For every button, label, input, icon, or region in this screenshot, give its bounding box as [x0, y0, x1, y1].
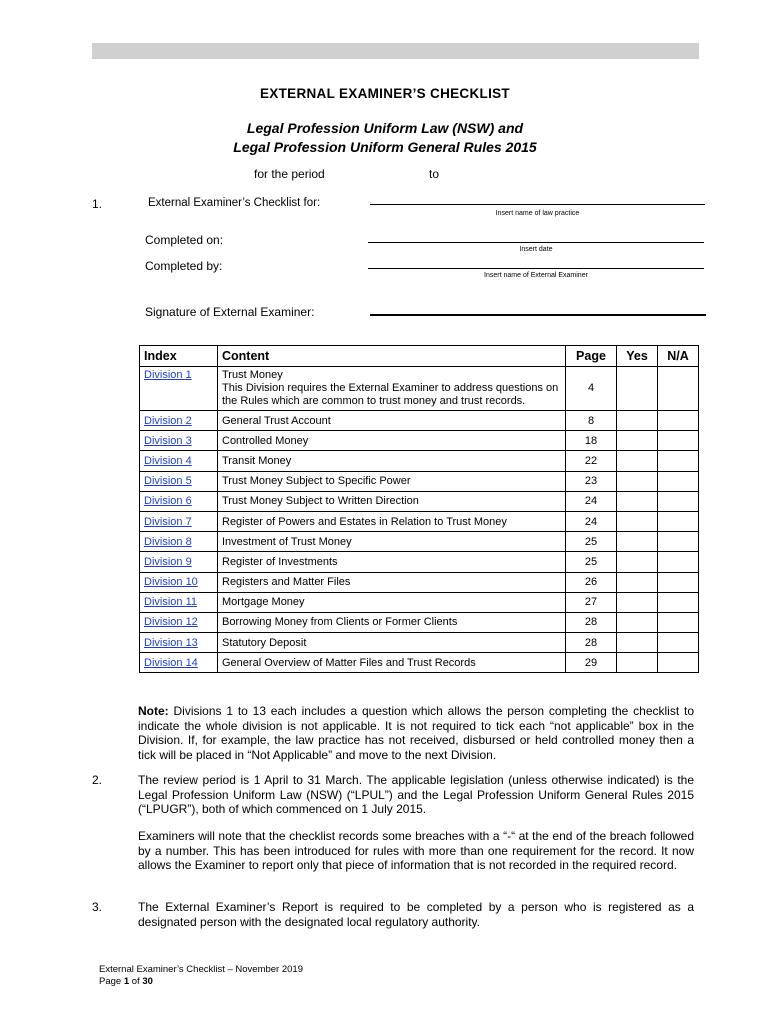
- content-title: Trust Money: [222, 369, 283, 381]
- content-cell: Controlled Money: [218, 431, 566, 451]
- table-row: [140, 451, 699, 471]
- yes-cell[interactable]: [617, 451, 658, 471]
- division-link[interactable]: Division 3: [144, 434, 192, 447]
- content-cell: Investment of Trust Money: [218, 532, 566, 552]
- content-cell: [218, 367, 566, 411]
- page-prefix: Page: [99, 976, 122, 987]
- subtitle-line-1: Legal Profession Uniform Law (NSW) and: [246, 120, 524, 136]
- period-label: for the period: [254, 167, 325, 181]
- index-cell: [140, 491, 218, 511]
- completed-by-field[interactable]: [368, 268, 704, 269]
- na-cell[interactable]: [658, 572, 699, 592]
- yes-cell[interactable]: [617, 367, 658, 411]
- division-link[interactable]: Division 6: [144, 495, 192, 508]
- yes-cell[interactable]: [617, 612, 658, 632]
- division-link[interactable]: Division 11: [144, 596, 197, 609]
- completed-by-label: Completed by:: [145, 259, 223, 273]
- content-description: This Division requires the External Examiner to address questions on the Rules which are common to trust money and trust records.: [222, 382, 559, 407]
- table-row: [140, 612, 699, 632]
- index-header: Index: [140, 346, 218, 367]
- yes-cell[interactable]: [617, 592, 658, 612]
- examiner-hint: Insert name of External Examiner: [484, 272, 588, 279]
- table-row: [140, 552, 699, 572]
- yes-cell[interactable]: [617, 633, 658, 653]
- division-link[interactable]: Division 1: [144, 369, 192, 381]
- division-link[interactable]: Division 14: [144, 656, 198, 669]
- page-cell: 22: [566, 451, 617, 471]
- index-cell: [140, 451, 218, 471]
- na-cell[interactable]: [658, 532, 699, 552]
- signature-label: Signature of External Examiner:: [145, 305, 315, 319]
- na-cell[interactable]: [658, 552, 699, 572]
- index-cell: [140, 552, 218, 572]
- table-row: [140, 431, 699, 451]
- yes-cell[interactable]: [617, 471, 658, 491]
- index-cell: [140, 471, 218, 491]
- table-row: [140, 491, 699, 511]
- index-cell: [140, 572, 218, 592]
- yes-cell[interactable]: [617, 411, 658, 431]
- law-practice-hint: Insert name of law practice: [495, 210, 580, 217]
- completed-on-label: Completed on:: [145, 233, 224, 247]
- na-cell[interactable]: [658, 491, 699, 511]
- division-link[interactable]: Division 13: [144, 636, 198, 649]
- index-cell: [140, 612, 218, 632]
- content-cell: Transit Money: [218, 451, 566, 471]
- yes-cell[interactable]: [617, 491, 658, 511]
- section-2-paragraph-2: Examiners will note that the checklist records some breaches with a “-“ at the end of the breach followed by a number. This has been introduced for rules with more than one requirement for the record. It now allows the Examiner to report only that piece of information that is not recorded in the required record.: [138, 829, 694, 872]
- yes-cell[interactable]: [617, 511, 658, 531]
- yes-header: Yes: [617, 346, 658, 367]
- content-cell: Trust Money Subject to Specific Power: [218, 471, 566, 491]
- na-cell[interactable]: [658, 451, 699, 471]
- note-text: Divisions 1 to 13 each includes a question which allows the person completing the checklist to indicate the whole division is not applicable. It is not required to tick each “not applicable” box in the Division. If, for example, the law practice has not received, disbursed or held controlled money then a tick will be placed in “Not Applicable” and move to the next Division.: [138, 704, 694, 762]
- content-cell: Mortgage Money: [218, 592, 566, 612]
- content-cell: Register of Investments: [218, 552, 566, 572]
- page-cell: 27: [566, 592, 617, 612]
- division-link[interactable]: Division 7: [144, 515, 192, 528]
- footer-title: External Examiner’s Checklist – November 2019: [99, 964, 303, 975]
- table-row: [140, 367, 699, 411]
- page-cell: 25: [566, 532, 617, 552]
- content-cell: General Overview of Matter Files and Trust Records: [218, 653, 566, 673]
- na-cell[interactable]: [658, 592, 699, 612]
- section-2-number: 2.: [92, 773, 103, 787]
- note-label: Note:: [138, 704, 169, 718]
- table-header-row: [140, 346, 699, 367]
- table-row: [140, 411, 699, 431]
- section-2-paragraph-1: The review period is 1 April to 31 March. The applicable legislation (unless otherwise indicated) is the Legal Profession Uniform Law (NSW) (“LPUL”) and the Legal Profession Uniform General Rules 2015 (“LPUGR”), both of which commenced on 1 July 2015.: [138, 773, 694, 816]
- index-cell: [140, 511, 218, 531]
- na-cell[interactable]: [658, 612, 699, 632]
- note-paragraph: [138, 704, 694, 762]
- division-link[interactable]: Division 10: [144, 576, 198, 589]
- na-cell[interactable]: [658, 411, 699, 431]
- table-row: [140, 532, 699, 552]
- content-cell: Register of Powers and Estates in Relation to Trust Money: [218, 511, 566, 531]
- table-row: [140, 592, 699, 612]
- subtitle-line-2: Legal Profession Uniform General Rules 2015: [233, 139, 537, 155]
- yes-cell[interactable]: [617, 431, 658, 451]
- division-link[interactable]: Division 12: [144, 616, 198, 629]
- content-cell: Statutory Deposit: [218, 633, 566, 653]
- page-cell: 26: [566, 572, 617, 592]
- division-link[interactable]: Division 5: [144, 475, 192, 488]
- table-row: [140, 572, 699, 592]
- index-cell: [140, 367, 218, 411]
- na-cell[interactable]: [658, 511, 699, 531]
- index-cell: [140, 411, 218, 431]
- content-cell: Registers and Matter Files: [218, 572, 566, 592]
- table-row: [140, 471, 699, 491]
- content-cell: Trust Money Subject to Written Direction: [218, 491, 566, 511]
- yes-cell[interactable]: [617, 653, 658, 673]
- yes-cell[interactable]: [617, 572, 658, 592]
- yes-cell[interactable]: [617, 532, 658, 552]
- na-cell[interactable]: [658, 431, 699, 451]
- completed-on-field[interactable]: [368, 242, 704, 243]
- na-cell[interactable]: [658, 653, 699, 673]
- page-cell: 25: [566, 552, 617, 572]
- footer: [99, 964, 303, 988]
- content-cell: Borrowing Money from Clients or Former Clients: [218, 612, 566, 632]
- header-bar: [92, 43, 699, 59]
- section-1-number: 1.: [92, 197, 103, 211]
- page-cell: 24: [566, 491, 617, 511]
- page-total: 30: [142, 976, 153, 987]
- law-practice-field[interactable]: [370, 204, 705, 205]
- index-cell: [140, 653, 218, 673]
- page-cell: 18: [566, 431, 617, 451]
- page-cell: 8: [566, 411, 617, 431]
- to-label: to: [429, 167, 440, 181]
- yes-cell[interactable]: [617, 552, 658, 572]
- document-subtitle: [0, 119, 770, 157]
- division-link[interactable]: Division 9: [144, 555, 192, 568]
- signature-field[interactable]: [370, 314, 706, 316]
- table-row: [140, 653, 699, 673]
- division-link[interactable]: Division 2: [144, 414, 192, 427]
- na-cell[interactable]: [658, 633, 699, 653]
- division-link[interactable]: Division 4: [144, 454, 192, 467]
- date-hint: Insert date: [519, 246, 553, 253]
- page-number: [99, 976, 303, 988]
- page-of: of: [131, 976, 140, 987]
- page-cell: 24: [566, 511, 617, 531]
- index-cell: [140, 592, 218, 612]
- content-header: Content: [218, 346, 566, 367]
- checklist-for-label: External Examiner’s Checklist for:: [148, 197, 321, 209]
- section-3-number: 3.: [92, 900, 103, 914]
- na-header: N/A: [658, 346, 699, 367]
- document-title: EXTERNAL EXAMINER’S CHECKLIST: [260, 86, 510, 101]
- na-cell[interactable]: [658, 367, 699, 411]
- index-cell: [140, 633, 218, 653]
- page-cell: 23: [566, 471, 617, 491]
- na-cell[interactable]: [658, 471, 699, 491]
- page-header: Page: [566, 346, 617, 367]
- page-cell: 29: [566, 653, 617, 673]
- index-cell: [140, 532, 218, 552]
- page-cell: 4: [566, 367, 617, 411]
- index-cell: [140, 431, 218, 451]
- content-cell: General Trust Account: [218, 411, 566, 431]
- division-index-table: [139, 345, 699, 673]
- table-row: [140, 633, 699, 653]
- division-link[interactable]: Division 8: [144, 535, 192, 548]
- section-3-paragraph: The External Examiner’s Report is required to be completed by a person who is registered as a designated person with the designated local regulatory authority.: [138, 900, 694, 929]
- table-row: [140, 511, 699, 531]
- page-cell: 28: [566, 612, 617, 632]
- page-current: 1: [123, 976, 130, 987]
- page-cell: 28: [566, 633, 617, 653]
